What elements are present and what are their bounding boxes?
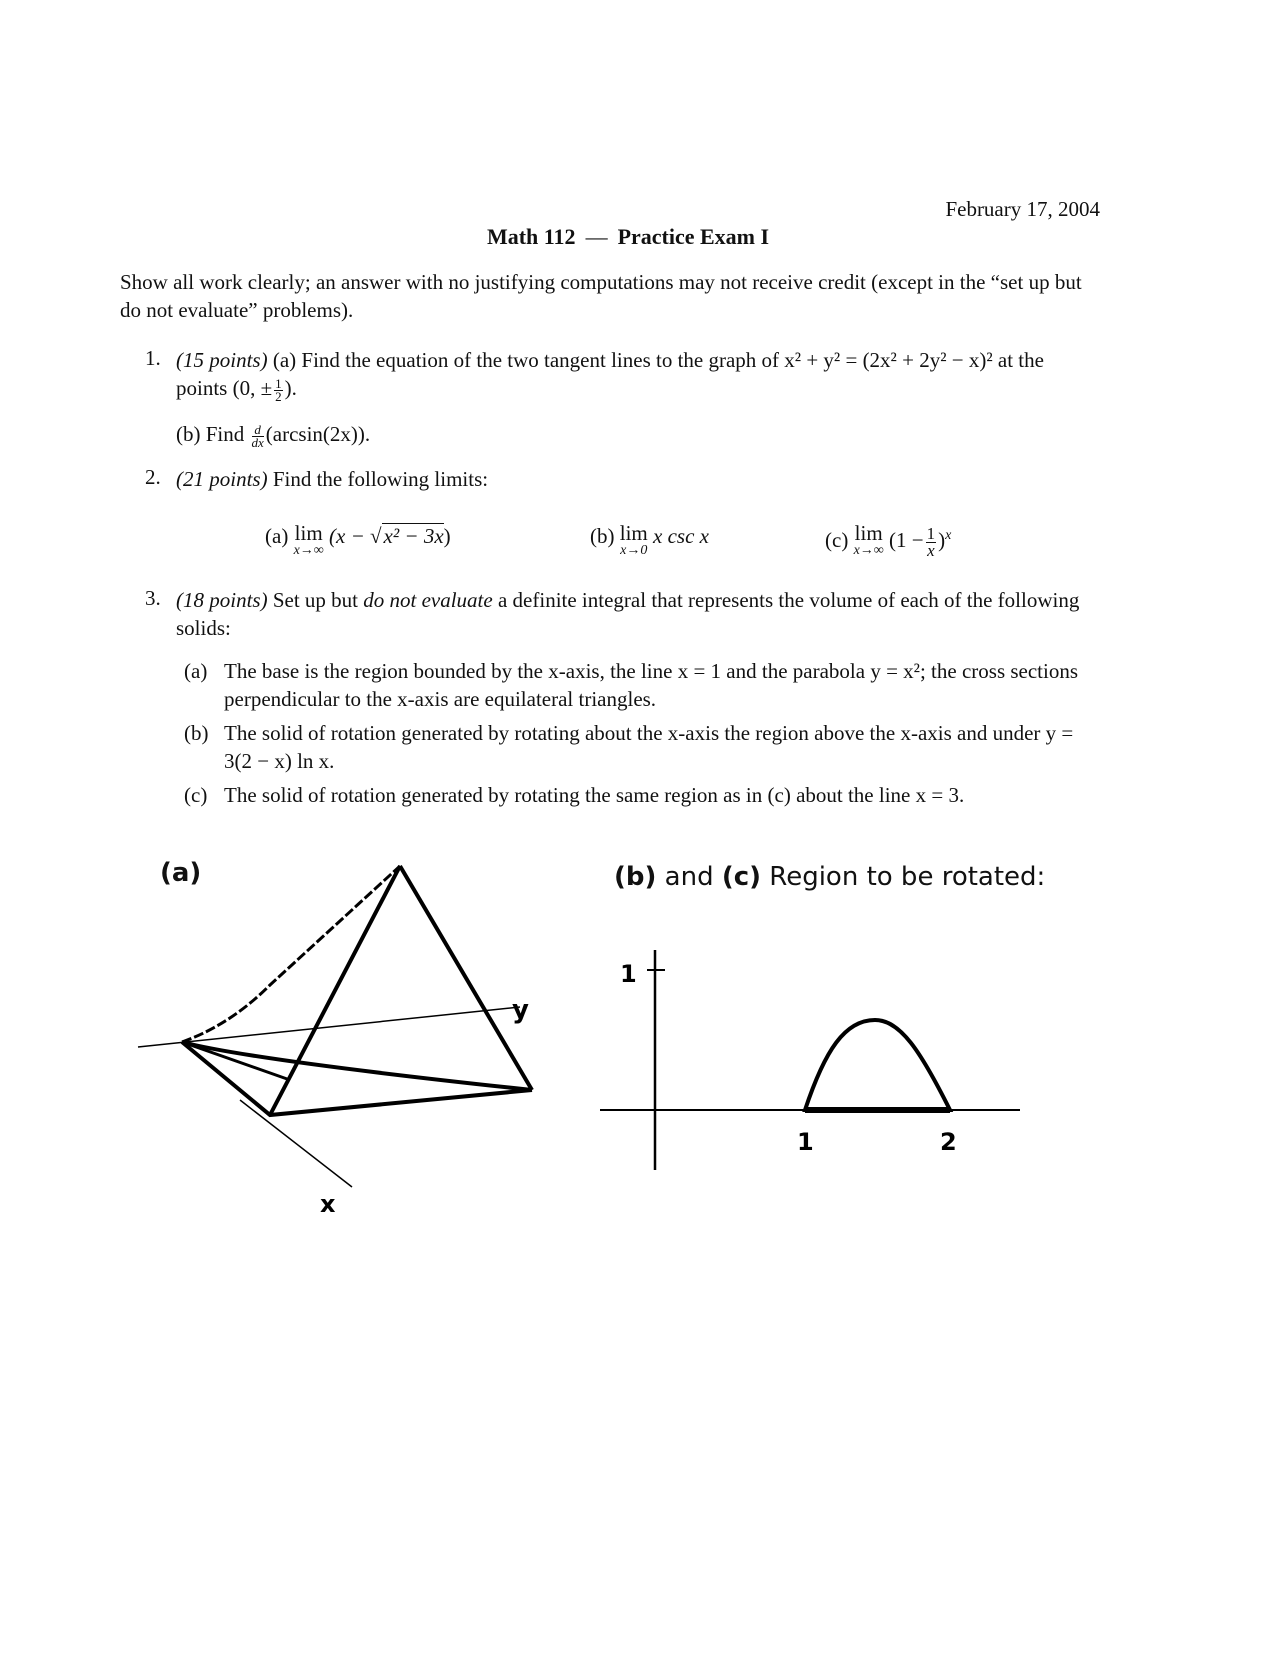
figure-bc-region-plot [600, 930, 1030, 1200]
problem-1-points: (15 points) [176, 348, 268, 372]
limit-c-exponent: x [945, 528, 952, 543]
rotation-region-outline [805, 1020, 950, 1110]
lim-subscript: x→∞ [293, 543, 324, 558]
figure-b-label: (b) [614, 862, 657, 892]
lim-subscript: x→0 [620, 543, 648, 558]
problem-3-part-c-label: (c) [184, 783, 208, 807]
course-name: Math 112 [486, 224, 576, 249]
y-tick-label-1: 1 [620, 960, 637, 988]
limit-c-fraction [926, 523, 937, 560]
limit-a-expr-pre: (x − [329, 524, 371, 548]
apex-edge-right [400, 866, 532, 1090]
problem-1-part-b-label: (b) Find [176, 422, 245, 446]
figure-bc-caption-text: Region to be rotated: [769, 862, 1046, 892]
apex-edge-back [182, 866, 400, 1042]
problem-2-text [176, 465, 1100, 493]
figure-bc-caption [614, 862, 1045, 892]
problem-1-part-a-label: (a) [272, 348, 297, 372]
limit-a-label: (a) [265, 524, 289, 548]
problem-3-part-a-text: The base is the region bounded by the x-axis, the line x = 1 and the parabola y = x²; the cross sections perpendicular to the x-axis are equilateral triangles. [224, 659, 1079, 711]
limit-a-operator [294, 522, 324, 558]
problem-2-number: 2. [145, 465, 161, 489]
x-tick-label-1: 1 [797, 1128, 814, 1156]
limit-b-expr: x csc x [653, 524, 709, 548]
limit-c-expr-post: ) [938, 528, 946, 552]
limit-c-expr-pre: (1 − [889, 528, 924, 552]
problem-3-text-post: a definite integral that represents the volume of each of the following solids: [176, 588, 1080, 640]
problem-3-number: 3. [145, 586, 161, 610]
limit-c-label: (c) [825, 528, 849, 552]
x-tick-label-2: 2 [940, 1128, 957, 1156]
base-edge-curve [182, 1042, 532, 1090]
fraction-denominator: x [927, 540, 935, 560]
problem-1-number: 1. [145, 346, 161, 370]
problem-3-part-b-text: The solid of rotation generated by rotating about the x-axis the region above the x-axis and under y = 3(2 − x) ln x. [224, 721, 1074, 773]
limit-b-operator [620, 522, 648, 558]
derivative-numerator: d [252, 424, 264, 437]
lim-text: lim [854, 521, 883, 545]
problem-3-points: (18 points) [176, 588, 268, 612]
exam-title [0, 224, 1256, 250]
problem-1-half-fraction [274, 375, 283, 404]
limit-a-expr-post: ) [443, 524, 451, 548]
problem-1-part-b [176, 420, 1100, 449]
fraction-numerator: 1 [926, 523, 936, 543]
limit-b-label: (b) [590, 524, 615, 548]
figure-a-x-label: x [320, 1190, 336, 1218]
lim-text: lim [294, 521, 323, 545]
problem-3-emphasis: do not evaluate [363, 588, 493, 612]
fraction-numerator: 1 [275, 375, 282, 391]
limit-c [825, 522, 951, 559]
problem-2-points: (21 points) [176, 467, 268, 491]
problem-3-part-c-text: The solid of rotation generated by rotating the same region as in (c) about the line x = 3. [224, 783, 965, 807]
fraction-denominator: 2 [275, 388, 282, 404]
limit-a [265, 522, 451, 558]
limit-c-operator [854, 522, 884, 558]
derivative-operator [251, 421, 264, 450]
figure-bc-and: and [664, 862, 714, 892]
apex-edge-front [270, 866, 400, 1115]
exam-name: Practice Exam I [617, 224, 770, 249]
y-axis-line [138, 1007, 520, 1047]
problem-1-part-a-text: Find the equation of the two tangent lines to the graph of x² + y² = (2x² + 2y² − x)² at the points (0, ± [176, 348, 1044, 400]
limit-b [590, 522, 709, 558]
problem-3-part-b-label: (b) [184, 721, 209, 745]
title-separator: — [585, 224, 608, 249]
exam-date: February 17, 2004 [945, 197, 1100, 221]
problem-3-part-a-label: (a) [184, 659, 208, 683]
figure-a-y-label: y [512, 995, 529, 1025]
lim-subscript: x→∞ [853, 543, 884, 558]
sqrt-body: x² − 3x [383, 524, 444, 548]
problem-3-text-pre: Set up but [272, 588, 358, 612]
problem-1-part-a-end: ). [284, 376, 297, 400]
instructions: Show all work clearly; an answer with no justifying computations may not receive credit (except in the “set up but do not evaluate” problems). [120, 270, 1082, 322]
figure-a-pyramid [120, 850, 560, 1270]
problem-1-part-a [176, 346, 1100, 403]
figure-a-label-text: (a) [160, 858, 202, 888]
problem-3-text [176, 586, 1100, 642]
derivative-denominator: dx [251, 434, 264, 450]
problem-2-prompt: Find the following limits: [272, 467, 489, 491]
problem-1-part-b-expr: (arcsin(2x)). [265, 422, 371, 446]
figure-c-label: (c) [721, 862, 762, 892]
lim-text: lim [619, 521, 648, 545]
base-edge-inner [182, 1042, 290, 1080]
sqrt-symbol: √ [370, 524, 382, 548]
